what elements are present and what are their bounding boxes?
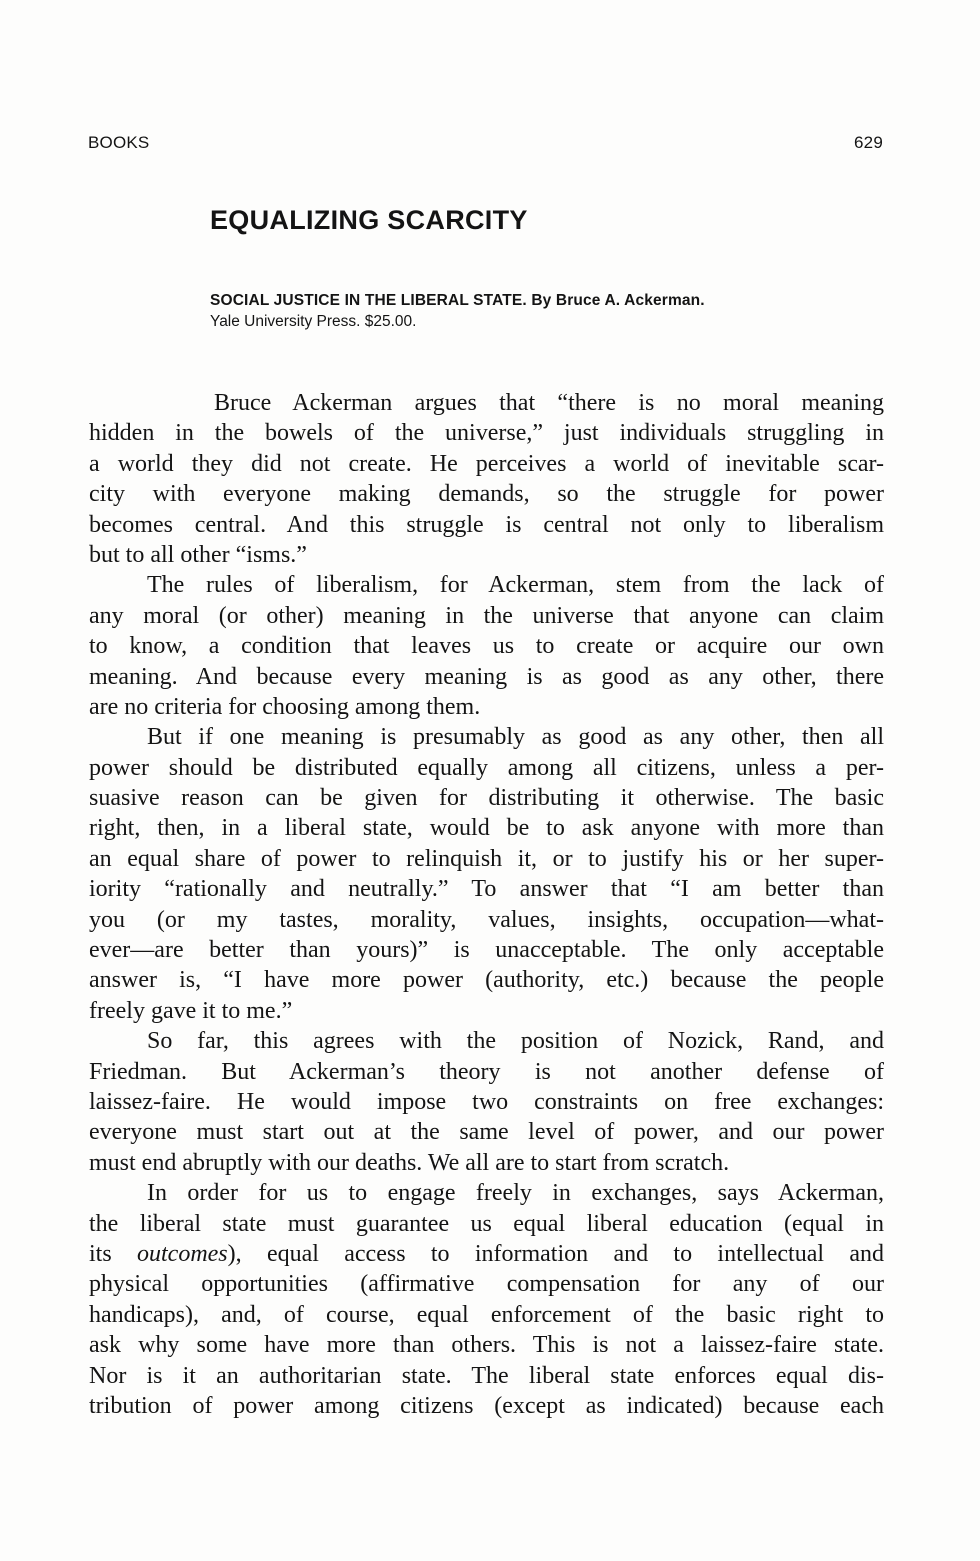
body-line: ask why some have more than others. This is not a laissez-faire state.	[89, 1332, 884, 1359]
body-line: answer is, “I have more power (authority, etc.) because the people	[89, 967, 884, 994]
body-line: you (or my tastes, morality, values, insights, occupation—what-	[89, 906, 884, 933]
body-line: Bruce Ackerman argues that “there is no moral meaning	[214, 390, 884, 416]
body-line: freely gave it to me.”	[89, 997, 293, 1024]
body-line: handicaps), and, of course, equal enforcement of the basic right to	[89, 1301, 884, 1328]
body-line: hidden in the bowels of the universe,” just individuals struggling in	[89, 420, 884, 447]
body-line: but to all other “isms.”	[89, 541, 307, 568]
body-line: a world they did not create. He perceives a world of inevitable scar-	[89, 450, 884, 477]
italic-term: outcomes	[137, 1240, 228, 1267]
body-line: In order for us to engage freely in exchanges, says Ackerman,	[147, 1180, 884, 1207]
body-line: everyone must start out at the same level of power, and our power	[89, 1119, 884, 1146]
body-line: any moral (or other) meaning in the universe that anyone can claim	[89, 602, 884, 629]
body-line: an equal share of power to relinquish it, or to justify his or her super-	[89, 845, 884, 872]
body-line: iority “rationally and neutrally.” To answer that “I am better than	[89, 876, 884, 903]
page-number: 629	[854, 133, 883, 152]
body-line: must end abruptly with our deaths. We all are to start from scratch.	[89, 1149, 730, 1176]
body-line: laissez-faire. He would impose two constraints on free exchanges:	[89, 1088, 884, 1115]
article-body	[89, 388, 884, 1421]
body-line: becomes central. And this struggle is central not only to liberalism	[89, 511, 884, 538]
body-line: Friedman. But Ackerman’s theory is not another defense of	[89, 1058, 884, 1085]
body-line-segment: its	[89, 1240, 137, 1267]
body-line: ever—are better than yours)” is unacceptable. The only acceptable	[89, 937, 884, 964]
body-line: right, then, in a liberal state, would be to ask anyone with more than	[89, 815, 884, 842]
body-line: power should be distributed equally among all citizens, unless a per-	[89, 754, 884, 781]
body-line: physical opportunities (affirmative compensation for any of our	[89, 1271, 884, 1298]
body-line: So far, this agrees with the position of Nozick, Rand, and	[147, 1028, 884, 1055]
body-line: are no criteria for choosing among them.	[89, 693, 481, 720]
book-info	[210, 290, 890, 332]
body-line-segment: ), equal access to information and to intellectual and	[227, 1240, 884, 1267]
body-line: to know, a condition that leaves us to create or acquire our own	[89, 633, 884, 660]
body-line: suasive reason can be given for distributing it otherwise. The basic	[89, 785, 884, 812]
article-title: EQUALIZING SCARCITY	[210, 205, 528, 235]
body-line: But if one meaning is presumably as good as any other, then all	[147, 724, 884, 751]
body-line: the liberal state must guarantee us equal liberal education (equal in	[89, 1210, 884, 1237]
book-publisher-price: Yale University Press. $25.00.	[210, 313, 417, 330]
body-line: The rules of liberalism, for Ackerman, stem from the lack of	[147, 572, 884, 599]
body-line: meaning. And because every meaning is as good as any other, there	[89, 663, 884, 690]
running-head-section: BOOKS	[88, 133, 150, 152]
body-line: Nor is it an authoritarian state. The liberal state enforces equal dis-	[89, 1362, 884, 1389]
body-line: city with everyone making demands, so the struggle for power	[89, 481, 884, 508]
book-title-author: SOCIAL JUSTICE IN THE LIBERAL STATE. By Bruce A. Ackerman.	[210, 292, 705, 309]
body-line: tribution of power among citizens (except as indicated) because each	[89, 1392, 884, 1419]
body-line-with-italic	[89, 1239, 884, 1269]
